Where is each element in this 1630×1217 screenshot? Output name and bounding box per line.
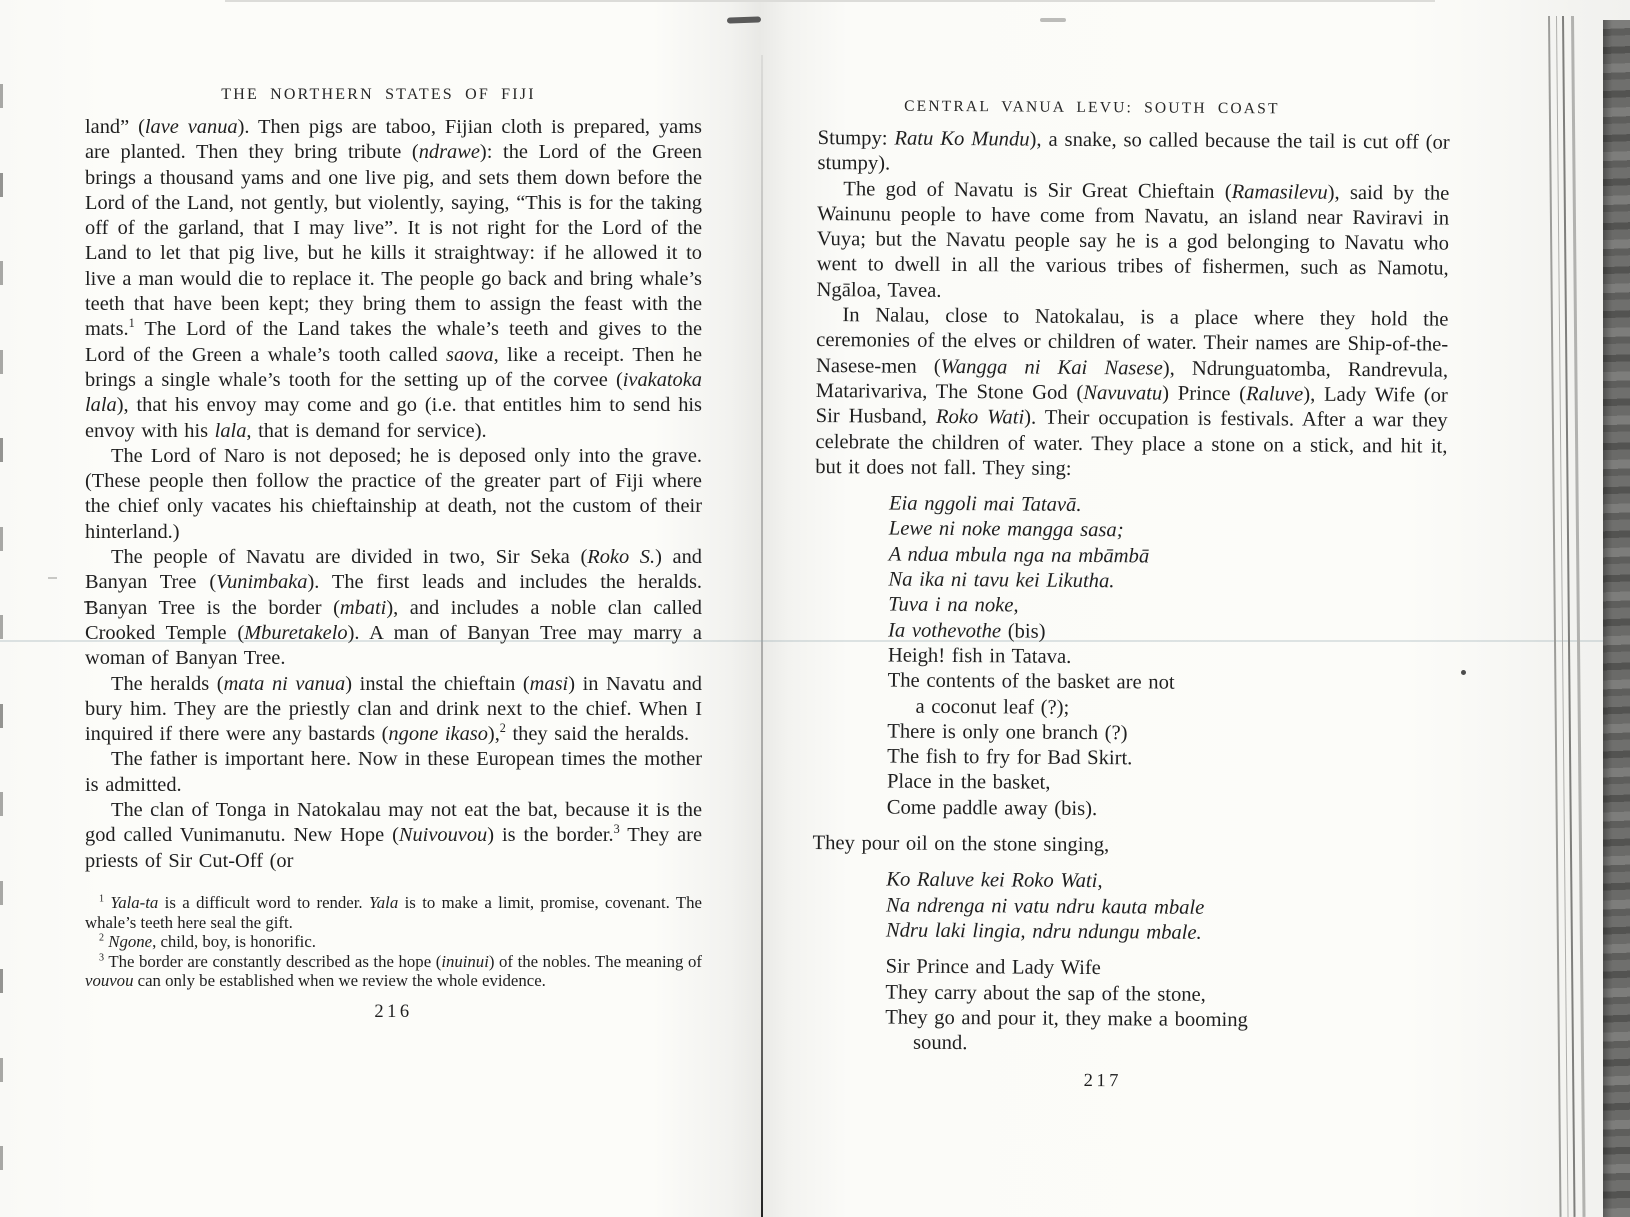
text-run: they said the heralds. — [505, 723, 690, 746]
italic-text: vouvou — [85, 971, 134, 991]
italic-text: saova — [446, 343, 494, 366]
text-run: ). The first leads and includes the heralds. Banyan Tree is the border ( — [85, 571, 702, 619]
text-run: ), that his envoy may come and go (i.e. that entitles him to send his envoy with his — [85, 394, 702, 442]
text-run: The Lord of Naro is not deposed; he is deposed only into the grave. (These people then follow the practice of the greater part of Fiji where the chief only vacates his chieftainship at death, not the custom of their hinterland.) — [85, 444, 702, 543]
binder-tick — [0, 881, 3, 905]
italic-text: Ko Raluve kei Roko Wati, — [886, 868, 1103, 893]
text-run: The god of Navatu is Sir Great Chieftain ( — [843, 177, 1232, 203]
binder-tick — [0, 84, 3, 108]
italic-text: Roko Wati — [935, 406, 1025, 429]
paragraph — [85, 115, 702, 444]
binder-tick — [0, 1146, 3, 1170]
binder-tick — [0, 704, 3, 728]
book-edge-band — [1603, 20, 1630, 1217]
paragraph — [85, 672, 702, 748]
text-run: , that is demand for service). — [246, 419, 487, 442]
footnote-marker: 2 — [499, 721, 506, 736]
italic-text: Ramasilevu — [1231, 180, 1328, 204]
italic-text: Lewe ni noke mangga sasa; — [888, 517, 1124, 542]
text-run: Place in the basket, — [886, 770, 1051, 795]
text-run: ), said by the Wainunu people to have come from Navatu, an island near Raviravi in Vuya; but the Navatu people say he is a god belonging to Navatu who went to dwell in all the various tribes of fishermen, such as Namotu, Ngāloa, Tavea. — [816, 181, 1450, 302]
verse-line — [888, 669, 1446, 698]
text-run: In Nalau, close to Natokalau, is a place where they hold the ceremonies of the elves or children of water. Their names are Ship-of-the-Nasese-men ( — [815, 304, 1449, 378]
text-run: is to make a limit, promise, covenant. The whale’s teeth here seal the gift. — [85, 892, 702, 932]
italic-text: Navuvatu — [1083, 381, 1163, 405]
italic-text: Ngone — [108, 932, 153, 952]
verse-line — [885, 1031, 1443, 1060]
italic-text: Yala-ta — [110, 892, 159, 912]
paragraph — [85, 444, 702, 545]
paragraph — [85, 545, 702, 671]
verse-line — [886, 955, 1444, 984]
italic-text: mbati — [339, 596, 387, 619]
verse-line — [886, 918, 1444, 947]
text-run: ) and Banyan Tree ( — [85, 546, 702, 594]
scan-smudge — [1040, 18, 1066, 22]
text-run: The clan of Tonga in Natokalau may not eat the bat, because it is the god called Vunimanutu. New Hope ( — [85, 799, 702, 847]
verse-line — [887, 795, 1445, 824]
binder-tick — [0, 350, 3, 374]
text-run: ), and includes a noble clan called Crooked Temple ( — [85, 596, 702, 644]
text-run: ) Prince ( — [1162, 382, 1247, 406]
text-run: , like a receipt. Then he brings a single whale’s tooth for the setting up of the corvee ( — [85, 343, 702, 391]
footnote-marker: 3 — [613, 822, 620, 837]
page-number: 217 — [1083, 1071, 1122, 1092]
text-run: is a difficult word to render. — [158, 892, 369, 912]
binder-tick — [0, 1058, 3, 1082]
verse-block — [887, 492, 1447, 825]
scan-speck — [48, 577, 57, 579]
text-run: (bis) — [1001, 619, 1046, 643]
scan-smudge — [727, 16, 761, 23]
paragraph — [85, 798, 702, 874]
text-run: ). A man of Banyan Tree may marry a woman of Banyan Tree. — [85, 621, 702, 670]
italic-text: Roko S. — [587, 546, 656, 569]
italic-text: Raluve — [1245, 383, 1304, 406]
italic-text: Ratu Ko Mundu — [894, 127, 1030, 151]
text-run: The father is important here. Now in these European times the mother is admitted. — [85, 748, 702, 796]
running-head: CENTRAL VANUA LEVU: SOUTH COAST — [904, 97, 1280, 118]
verse-line — [889, 517, 1447, 546]
text-run: ) of the nobles. The meaning of — [488, 951, 702, 971]
italic-text: Wangga ni Kai Nasese — [940, 355, 1163, 380]
italic-text: Ndru laki lingia, ndru ndungu mbale. — [885, 919, 1202, 944]
page-body — [85, 115, 702, 874]
left-page — [85, 86, 702, 1023]
text-run: The fish to fry for Bad Skirt. — [887, 745, 1133, 770]
scan-top-edge-line — [225, 0, 1435, 2]
binder-tick — [0, 261, 3, 285]
gutter-crease-line — [761, 55, 763, 1217]
verse-block — [886, 868, 1445, 948]
text-run: , child, boy, is honorific. — [152, 932, 316, 952]
verse-line — [886, 893, 1444, 922]
binder-tick — [0, 527, 3, 551]
footnote — [85, 952, 702, 991]
verse-block — [885, 955, 1444, 1060]
text-run: Heigh! fish in Tatava. — [887, 644, 1072, 668]
italic-text: ivakatoka lala — [85, 368, 702, 417]
text-run: They carry about the sap of the stone, — [885, 981, 1206, 1006]
right-page — [811, 97, 1450, 1095]
text-run: ), a snake, so called because the tail is cut off (or stumpy). — [817, 128, 1450, 175]
paragraph — [812, 831, 1444, 861]
text-run: They go and pour it, they make a booming — [885, 1006, 1248, 1031]
verse-line — [886, 868, 1444, 897]
verse-line — [887, 770, 1445, 799]
scan-speck — [1461, 670, 1466, 675]
paragraph — [816, 177, 1449, 308]
text-run: They are priests of Sir Cut-Off (or — [85, 824, 702, 872]
text-run: ). Then pigs are taboo, Fijian cloth is prepared, yams are planted. Then they bring tribute ( — [85, 116, 702, 164]
italic-text: lala — [214, 419, 247, 442]
text-run: ): the Lord of the Green brings a thousand yams and one live pig, and sets them down before the Lord of the Land, not gently, but violently, saying, “This is for the taking off of the garland, that I may live”. It is not right for the Lord of the Land to let that pig live, but he kills it straightway: if he allowed it to live a man would die to replace it. The people go back and bring whale’s teeth that have been kept; they bring them to assign the feast with the mats. — [85, 141, 702, 341]
footnote-marker: 2 — [99, 932, 105, 944]
text-run: The heralds ( — [111, 672, 224, 695]
footnote — [85, 932, 702, 952]
italic-text: masi — [529, 672, 569, 695]
text-run: There is only one branch (?) — [887, 720, 1128, 745]
text-run: Stumpy: — [817, 126, 895, 150]
text-run: The contents of the basket are not — [887, 669, 1175, 694]
italic-text: ndrawe — [418, 141, 480, 164]
italic-text: lave vanua — [144, 116, 238, 138]
italic-text: mata ni vanua — [223, 672, 346, 695]
binder-tick — [0, 438, 3, 462]
page-number: 216 — [374, 1001, 413, 1022]
paragraph — [85, 747, 702, 798]
text-run: The border are constantly described as the hope ( — [104, 951, 442, 971]
text-run: They pour oil on the stone singing, — [812, 831, 1110, 857]
text-run: ). Their occupation is festivals. After a war they celebrate the children of water. They place a stone on a stick, and hit it, but it does not fall. They sing: — [815, 406, 1448, 480]
italic-text: Yala — [369, 892, 399, 912]
paragraph — [817, 126, 1449, 181]
text-run: a coconut leaf (?); — [915, 695, 1070, 719]
footnote-marker: 3 — [99, 952, 105, 964]
verse-line — [887, 694, 1445, 723]
verse-line — [885, 1005, 1443, 1034]
text-run: can only be established when we review the whole evidence. — [133, 971, 546, 991]
text-run: The people of Navatu are divided in two, Sir Seka ( — [111, 546, 588, 569]
italic-text: Vunimbaka — [216, 571, 308, 594]
italic-text: Tuva i na noke, — [888, 593, 1019, 617]
binder-tick — [0, 792, 3, 816]
italic-text: Eia nggoli mai Tatavā. — [888, 492, 1082, 517]
verse-line — [888, 593, 1446, 622]
binder-tick — [0, 615, 3, 639]
italic-text: Na ndrenga ni vatu ndru kauta mbale — [885, 894, 1205, 919]
text-run: land” ( — [85, 116, 145, 138]
text-run: ), — [487, 723, 500, 746]
footnote — [85, 893, 702, 932]
text-run: sound. — [912, 1031, 968, 1055]
text-run: ) instal the chieftain ( — [345, 672, 530, 695]
binder-tick — [0, 969, 3, 993]
footnote-marker: 1 — [99, 893, 105, 905]
text-run: ) is the border. — [487, 824, 614, 847]
footnotes — [85, 893, 702, 991]
text-run: Come paddle away (bis). — [886, 796, 1098, 820]
italic-text: inuinui — [441, 951, 489, 971]
italic-text: Ia vothevothe — [888, 619, 1002, 642]
binder-tick — [0, 173, 3, 197]
footnote-marker: 1 — [128, 316, 135, 331]
text-run: Sir Prince and Lady Wife — [885, 955, 1101, 980]
italic-text: A ndua mbula nga na mbāmbā — [888, 543, 1150, 568]
italic-text: Na ika ni tavu kei Likutha. — [888, 568, 1115, 593]
italic-text: Nuivouvou — [398, 824, 488, 847]
italic-text: ngone ikaso — [388, 723, 488, 746]
running-head: THE NORTHERN STATES OF FIJI — [221, 86, 536, 103]
text-run: ) in Navatu and bury him. They are the priestly clan and drink next to the chief. When I inquired if there were any bastards ( — [85, 672, 702, 746]
italic-text: Mburetakelo — [244, 621, 348, 644]
text-run: ), Lady Wife (or Sir Husband, — [815, 383, 1448, 429]
text-run: ), Ndrunguatomba, Randrevula, Matarivariva, The Stone God ( — [815, 357, 1449, 404]
page-body — [811, 126, 1450, 1060]
paragraph — [815, 303, 1448, 485]
verse-line — [885, 980, 1443, 1009]
text-run: The Lord of the Land takes the whale’s teeth and gives to the Lord of the Green a whale’s tooth called — [85, 318, 702, 366]
